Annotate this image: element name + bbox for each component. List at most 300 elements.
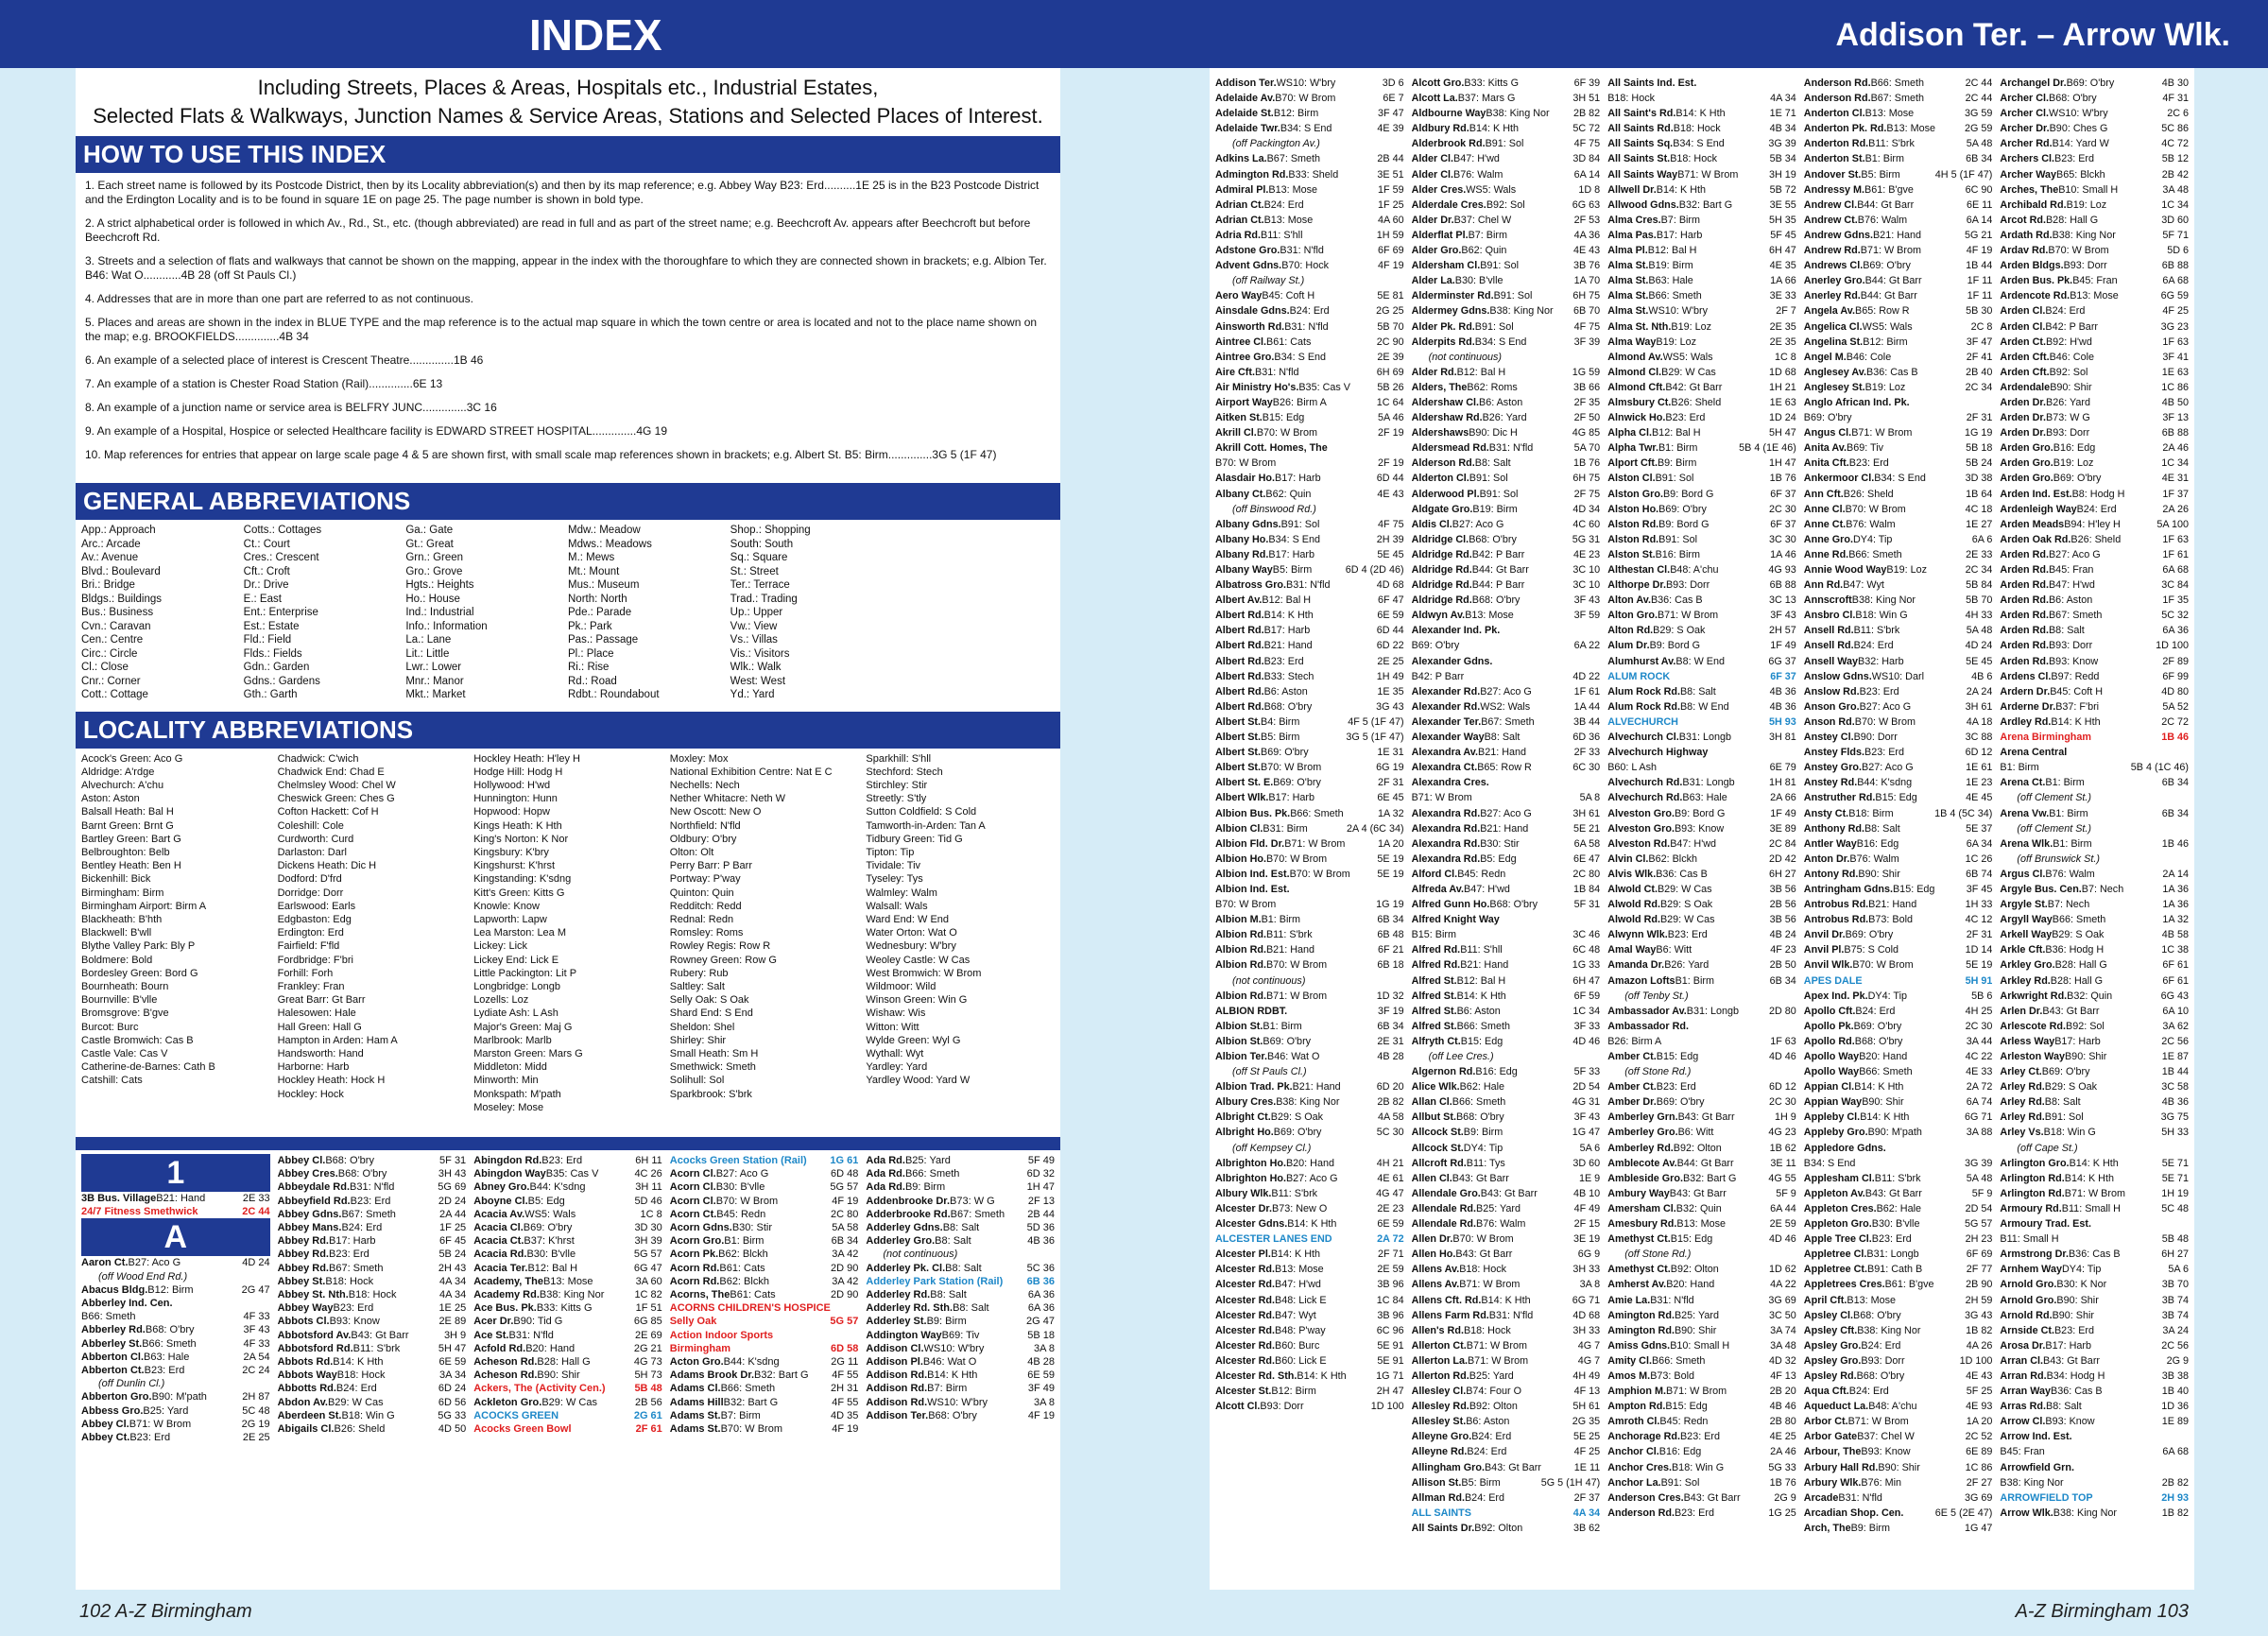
entry-map-ref: 3B 70 — [2161, 1279, 2189, 1291]
entry-locality: B8: W End — [1679, 700, 1729, 713]
index-entry — [1607, 1490, 1796, 1506]
index-entry — [1804, 121, 1993, 136]
entry-name: Abbey Rd. — [277, 1262, 329, 1274]
index-entry — [1607, 1049, 1796, 1064]
entry-map-ref: 5G 57 — [1964, 1218, 1993, 1231]
entry-name: Anton Dr. — [1803, 852, 1850, 865]
entry-name: Anstey Gro. — [1803, 762, 1862, 774]
entry-map-ref: 6F 61 — [2162, 974, 2189, 987]
index-entry — [1412, 319, 1601, 335]
locality-item: Stirchley: Stir — [866, 779, 928, 791]
entry-map-ref: 2B 50 — [1769, 959, 1796, 972]
index-entry — [2000, 1277, 2189, 1292]
locality-item: Northfield: N'fld — [669, 819, 741, 832]
entry-map-ref: 6B 34 — [2161, 777, 2189, 789]
entry-locality: B30: B'vlle — [526, 1249, 576, 1261]
howto-item: 4. Addresses that are in more than one part are referred to as not continuous. — [85, 292, 473, 305]
entry-name: Alma St. — [1607, 260, 1649, 272]
entry-map-ref: 2F 31 — [1966, 412, 1993, 424]
entry-locality: B46: Wat O — [922, 1356, 977, 1369]
entry-locality: B91: Sol — [1655, 473, 1694, 485]
locality-item: Kitt's Green: Kitts G — [473, 887, 565, 899]
entry-locality: B15: Edg — [1892, 883, 1935, 895]
index-entry — [1804, 213, 1993, 228]
entry-name: Amberley Gro. — [1607, 1127, 1678, 1139]
index-entry — [1607, 502, 1796, 517]
entry-name: Alfred Gunn Ho. — [1411, 899, 1490, 911]
locality-item: Castle Vale: Cas V — [81, 1047, 168, 1059]
entry-name: Argus Cl. — [2000, 868, 2046, 880]
entry-name: Amazon Lofts — [1607, 974, 1675, 987]
entry-locality: B43: Gt Barr — [2043, 1354, 2101, 1367]
entry-name: Allwell Dr. — [1607, 183, 1657, 196]
entry-locality: B66: Smeth — [1648, 290, 1702, 302]
index-entry — [1412, 562, 1601, 577]
index-entry — [1412, 487, 1601, 502]
entry-locality: B27: Aco G — [1480, 807, 1532, 819]
entry-locality: B91: Sol — [1469, 473, 1508, 485]
entry-map-ref: 5A 100 — [2156, 518, 2189, 530]
entry-map-ref: 3G 23 — [2160, 320, 2189, 333]
index-column — [2000, 76, 2189, 1536]
entry-map-ref: 6E 47 — [1572, 852, 1601, 865]
entry-locality: B43: Gt Barr — [1669, 1187, 1727, 1199]
index-entry — [1607, 471, 1796, 486]
entry-map-ref: 2B 82 — [1572, 108, 1601, 120]
locality-item: Acock's Green: Aco G — [81, 752, 183, 765]
index-entry — [2000, 1064, 2189, 1079]
entry-locality: B73: New O — [1272, 1202, 1328, 1214]
entry-name: Aitken St. — [1215, 412, 1263, 424]
abbr-item: Mnr.: Manor — [405, 675, 464, 687]
locality-item: Coleshill: Cole — [277, 819, 344, 832]
entry-name: Abbey Gdns. — [277, 1208, 342, 1220]
entry-locality: B70: W Brom — [1215, 899, 1277, 911]
entry-name: Adams St. — [669, 1409, 721, 1421]
entry-locality: B67: Smeth — [329, 1262, 384, 1274]
entry-name: Addison Rd. — [866, 1383, 928, 1395]
locality-item: Wylde Green: Wyl G — [866, 1034, 961, 1046]
entry-locality: B61: Cats — [719, 1262, 765, 1274]
entry-name: Acacia Rd. — [473, 1249, 527, 1261]
index-entry — [81, 1418, 270, 1431]
entry-name: Abdon Av. — [277, 1396, 328, 1408]
entry-name: Allen Dr. — [1411, 1233, 1453, 1246]
index-entry — [1804, 380, 1993, 395]
entry-map-ref: 6B 34 — [1769, 974, 1796, 987]
entry-name: Apsley Rd. — [1803, 1369, 1857, 1382]
entry-locality: B37: Mars G — [1457, 93, 1516, 105]
entry-name: Aintree Gro. — [1215, 351, 1275, 363]
entry-name: Archer Cl. — [2000, 108, 2049, 120]
entry-map-ref: 4D 46 — [1768, 1051, 1796, 1062]
index-entry — [1215, 288, 1404, 303]
entry-name: Albert Rd. — [1215, 625, 1264, 637]
entry-name: Academy, The — [473, 1275, 543, 1287]
entry-locality: B92: Olton — [1670, 1264, 1719, 1276]
entry-locality: B19: Loz — [1656, 336, 1697, 348]
index-entry — [1412, 790, 1601, 805]
entry-map-ref: 4E 43 — [1572, 245, 1601, 257]
index-entry — [1607, 1369, 1796, 1384]
entry-locality: B38: King Nor — [539, 1289, 605, 1301]
entry-locality — [558, 1409, 634, 1422]
entry-name: Anslow Gdns. — [1803, 670, 1872, 682]
entry-locality: B38: King Nor — [2052, 229, 2116, 241]
index-entry — [1215, 1110, 1404, 1125]
index-entry — [1412, 425, 1601, 440]
entry-name: Aero Way — [1215, 290, 1263, 302]
entry-map-ref: 2F 89 — [2162, 655, 2189, 667]
entry-map-ref: 3H 11 — [635, 1181, 662, 1194]
general-abbreviations — [76, 520, 1060, 706]
entry-name: Alcester Rd. — [1215, 1279, 1276, 1291]
index-column — [278, 1154, 467, 1444]
entry-map-ref: 2D 90 — [831, 1289, 859, 1301]
entry-locality: B33: Kitts G — [536, 1302, 593, 1315]
entry-locality: B29: W Cas — [1659, 914, 1715, 926]
entry-name: Alvin Cl. — [1607, 852, 1649, 865]
entry-map-ref: 1D 62 — [1768, 1264, 1796, 1276]
entry-name: Abbey St. — [277, 1275, 326, 1287]
entry-locality: B45: Fran — [2072, 275, 2118, 287]
entry-name: Appleby Gro. — [1803, 1127, 1868, 1139]
abbr-item: Mkt.: Market — [405, 689, 466, 700]
entry-map-ref: 1E 63 — [1769, 396, 1796, 408]
entry-map-ref: 4B 34 — [1769, 123, 1796, 135]
index-entry — [2000, 1125, 2189, 1140]
entry-locality: B36: Cas B — [1650, 594, 1703, 607]
entry-map-ref: 1E 61 — [1966, 762, 1993, 774]
entry-name: Alveston Gro. — [1607, 822, 1675, 835]
index-entry — [670, 1409, 859, 1422]
entry-name: Albert St. — [1215, 732, 1261, 744]
entry-locality: B24: Erd — [1289, 305, 1330, 318]
abbr-item: South: South — [730, 538, 794, 550]
abbr-column — [405, 524, 568, 702]
entry-locality: B70: Hock — [1281, 260, 1329, 272]
index-entry — [1215, 243, 1404, 258]
abbr-item: Bri.: Bridge — [81, 579, 135, 591]
index-entry — [473, 1221, 662, 1234]
entry-map-ref: 5B 48 — [634, 1383, 662, 1395]
index-entry — [1412, 532, 1601, 547]
entry-name: Andrew Rd. — [1803, 245, 1861, 257]
entry-map-ref: 5E 21 — [1572, 822, 1601, 835]
locality-item: Wythall: Wyt — [866, 1047, 924, 1059]
index-entry — [1804, 1353, 1993, 1369]
index-entry — [1412, 471, 1601, 486]
index-entry — [1215, 562, 1404, 577]
entry-map-ref: 5F 33 — [1573, 1066, 1601, 1078]
entry-name: Addison Ter. — [1215, 77, 1277, 89]
locality-item: Hockley Heath: Hock H — [277, 1075, 386, 1087]
entry-name: Albion Trad. Pk. — [1215, 1081, 1293, 1094]
entry-locality: B12: Bal H — [527, 1262, 578, 1274]
index-entry — [1412, 608, 1601, 623]
entry-name: Ainsworth Rd. — [1215, 320, 1285, 333]
entry-locality: B26: Yard — [1664, 959, 1710, 972]
entry-map-ref: 1C 26 — [1965, 852, 1993, 865]
index-entry — [1607, 106, 1796, 121]
index-entry — [1804, 806, 1993, 821]
index-entry — [1804, 532, 1993, 547]
entry-name: Abbess Gro. — [81, 1404, 144, 1417]
entry-name: Alder Rd. — [1411, 366, 1457, 378]
entry-locality: B31: Longb — [1866, 1249, 1919, 1261]
entry-map-ref: 5A 52 — [2162, 700, 2189, 713]
index-entry — [670, 1329, 859, 1342]
entry-map-ref: 3F 13 — [2162, 412, 2189, 424]
index-entry — [1804, 487, 1993, 502]
abbr-item: Mt.: Mount — [568, 565, 620, 577]
locality-item: Ward End: W End — [866, 913, 950, 925]
entry-map-ref: 5E 45 — [1377, 548, 1404, 560]
entry-name: Archer Cl. — [2000, 93, 2049, 105]
index-entry — [278, 1369, 467, 1382]
index-entry — [2000, 303, 2189, 319]
entry-map-ref: 5F 49 — [1027, 1154, 1055, 1166]
index-entry — [1215, 623, 1404, 638]
entry-name: Arches, The — [2000, 183, 2059, 196]
entry-map-ref: 2G 47 — [241, 1283, 270, 1296]
entry-locality: B71: W Brom — [1847, 1416, 1909, 1428]
entry-locality: B90: M'path — [1867, 1127, 1922, 1139]
abbr-item: North: North — [568, 593, 627, 605]
entry-name: All Saints Way — [1607, 168, 1678, 181]
entry-name: Arbour, The — [1803, 1446, 1862, 1458]
entry-locality — [2091, 1216, 2189, 1231]
entry-locality: B43: Gt Barr — [351, 1329, 409, 1341]
entry-locality: Birmingham — [669, 1342, 730, 1354]
entry-name: Apollo Cft. — [1803, 1005, 1856, 1017]
entry-map-ref: 4D 35 — [831, 1409, 859, 1421]
entry-map-ref: 4G 31 — [1572, 1096, 1601, 1109]
entry-map-ref: 6B 18 — [1377, 959, 1404, 972]
entry-map-ref: 5B 24 — [438, 1249, 467, 1261]
entry-locality: B68: O'bry — [145, 1324, 195, 1336]
entry-map-ref: 4C 22 — [1965, 1051, 1993, 1062]
entry-name: All Saints Rd. — [1607, 123, 1674, 135]
entry-locality: B12: Bal H — [1647, 245, 1697, 257]
entry-map-ref: 4D 22 — [1572, 670, 1601, 682]
entry-locality: B15: Edg — [1665, 1401, 1708, 1413]
entry-map-ref: 6F 37 — [1770, 488, 1796, 500]
index-entry — [2000, 623, 2189, 638]
entry-locality: B1: Birm — [1675, 974, 1714, 987]
entry-map-ref: 4B 50 — [2161, 396, 2189, 408]
entry-name: Archer Way — [2000, 168, 2056, 181]
index-entry — [278, 1301, 467, 1315]
entry-locality: B32: Bart G — [1682, 1172, 1737, 1184]
entry-locality: B29: S Oak — [1653, 625, 1706, 637]
entry-name: Alderton Cl. — [1411, 473, 1469, 485]
index-entry — [1215, 1308, 1404, 1323]
abbr-item: Vs.: Villas — [730, 634, 778, 646]
index-entry — [1804, 547, 1993, 562]
entry-map-ref: 4A 22 — [1770, 1279, 1796, 1291]
entry-locality: B27: Aco G — [1480, 685, 1532, 697]
entry-name: Adderley St. — [866, 1316, 927, 1328]
entry-name: Aaron Ct. — [81, 1257, 129, 1269]
locality-item: Hunnington: Hunn — [473, 793, 558, 805]
index-entry — [1215, 487, 1404, 502]
entry-locality: B26: Sheld — [2070, 533, 2122, 545]
entry-locality: B37: K'hrst — [524, 1235, 575, 1248]
locality-item: Nether Whitacre: Neth W — [669, 793, 786, 805]
entry-map-ref: 3F 43 — [1770, 610, 1796, 622]
entry-locality: B68: O'bry — [1856, 1369, 1905, 1382]
index-entry — [866, 1288, 1055, 1301]
entry-map-ref: 2D 90 — [831, 1262, 859, 1274]
entry-locality: B19: Birm — [1472, 503, 1518, 515]
entry-locality: B31: Longb — [1678, 732, 1732, 744]
index-entry — [1412, 623, 1601, 638]
entry-map-ref: 3G 69 — [1964, 1491, 1993, 1504]
entry-locality: B74: Four O — [1466, 1386, 1522, 1398]
entry-locality: B91: Sol — [1280, 518, 1320, 530]
entry-name: Aldridge Rd. — [1411, 564, 1472, 576]
entry-locality: B27: Aco G — [2048, 548, 2101, 560]
entry-locality: B29: W Cas — [1661, 366, 1716, 378]
entry-locality: B5: Birm — [1861, 168, 1900, 181]
entry-map-ref: 4B 36 — [1769, 700, 1796, 713]
entry-name: Ansty Ct. — [1803, 807, 1849, 819]
index-entry — [81, 1351, 270, 1364]
entry-map-ref: 4B 28 — [1027, 1356, 1055, 1369]
entry-locality — [1689, 1019, 1796, 1034]
entry-locality: B70: W Brom — [1261, 762, 1322, 774]
index-entry — [1412, 942, 1601, 957]
entry-name: Arlington Rd. — [2000, 1187, 2065, 1199]
entry-locality: B17: Harb — [1263, 625, 1311, 637]
entry-map-ref: 4E 39 — [1377, 123, 1404, 135]
entry-map-ref: 4F 33 — [243, 1311, 270, 1323]
entry-locality: B69: O'bry — [1863, 260, 1911, 272]
entry-map-ref: 2F 50 — [1573, 412, 1601, 424]
entry-map-ref: 6A 14 — [1573, 168, 1601, 181]
entry-name: Anglo African Ind. Pk. — [1803, 396, 1910, 408]
entry-map-ref: 6A 68 — [2162, 564, 2189, 576]
index-entry — [1607, 1216, 1796, 1231]
entry-name: Alma St. Nth. — [1607, 320, 1672, 333]
entry-locality: B23: Erd — [2054, 153, 2095, 165]
entry-name: Adstone Gro. — [1215, 245, 1280, 257]
index-start-bar — [76, 1137, 1060, 1150]
abbr-column — [568, 524, 730, 702]
entry-locality: B7: Birm — [1468, 229, 1507, 241]
locality-item: Hampton in Arden: Ham A — [277, 1034, 398, 1046]
entry-name: Arden Meads — [2000, 518, 2065, 530]
index-entry — [2000, 1216, 2189, 1231]
index-entry — [1607, 151, 1796, 166]
index-entry — [81, 1256, 270, 1269]
entry-map-ref: 3A 74 — [1770, 1324, 1796, 1336]
entry-map-ref: 1C 34 — [2161, 198, 2189, 211]
index-entry — [1607, 942, 1796, 957]
entry-map-ref: 4F 5 (1F 47) — [1348, 715, 1404, 728]
entry-name: Althorpe Dr. — [1607, 579, 1666, 592]
index-entry — [1804, 1429, 1993, 1444]
entry-name: Archers Cl. — [2000, 153, 2054, 165]
entry-map-ref: 5D 46 — [634, 1195, 662, 1207]
entry-name: Anderson Cres. — [1607, 1491, 1684, 1504]
entry-name: Alder Pk. Rd. — [1411, 320, 1475, 333]
entry-locality: B16: Edg — [1856, 837, 1899, 850]
index-entry — [1215, 1201, 1404, 1216]
index-entry — [473, 1355, 662, 1369]
entry-locality: B8: Salt — [935, 1235, 971, 1248]
abbr-item: Ter.: Terrace — [730, 579, 790, 591]
entry-name: Alexandra Av. — [1411, 747, 1478, 759]
index-entry — [1607, 715, 1796, 730]
index-entry — [1215, 1079, 1404, 1094]
index-entry — [1804, 1414, 1993, 1429]
entry-name: Alma Cres. — [1607, 214, 1661, 226]
index-entry — [1412, 547, 1601, 562]
entry-name: Alma St. — [1607, 305, 1649, 318]
index-entry — [1804, 623, 1993, 638]
entry-map-ref: 4G 93 — [1768, 564, 1796, 576]
entry-map-ref: 2C 30 — [1965, 1020, 1993, 1032]
entry-map-ref: 2B 40 — [1966, 366, 1993, 378]
entry-locality: B28: Hall G — [537, 1356, 591, 1369]
entry-locality: B29: W Cas — [541, 1396, 597, 1408]
index-entry — [1804, 1156, 1993, 1171]
locality-item: Sutton Coldfield: S Cold — [866, 806, 977, 818]
entry-map-ref: 3F 59 — [1573, 610, 1601, 622]
entry-map-ref: 4E 33 — [1966, 1066, 1993, 1078]
entry-map-ref: 1A 32 — [2162, 914, 2189, 926]
index-entry — [2000, 1094, 2189, 1110]
abbr-item: Trad.: Trading — [730, 593, 798, 605]
entry-name: Arkle Cft. — [2000, 944, 2046, 956]
entry-locality: B11: S'brk — [1853, 625, 1900, 637]
index-entry — [670, 1355, 859, 1369]
entry-map-ref: 2B 82 — [1377, 1096, 1404, 1109]
entry-locality: B43: Gt Barr — [1864, 1187, 1922, 1199]
entry-name: Arras Rd. — [2000, 1401, 2046, 1413]
index-entry — [1412, 775, 1601, 790]
index-entry — [2000, 1323, 2189, 1338]
entry-map-ref: 1G 47 — [1964, 1522, 1993, 1534]
locality-item: Streetly: S'tly — [866, 793, 927, 805]
index-entry — [1215, 425, 1404, 440]
entry-locality: B1: Birm — [724, 1235, 765, 1248]
entry-name: Algernon Rd. — [1411, 1066, 1476, 1078]
index-entry — [1412, 1231, 1601, 1247]
index-entry — [1215, 547, 1404, 562]
index-entry — [81, 1337, 270, 1351]
index-entry — [866, 1342, 1055, 1355]
index-entry — [1215, 730, 1404, 745]
entry-map-ref: 1D 100 — [2156, 640, 2189, 652]
index-entry — [1215, 228, 1404, 243]
entry-name: APES DALE — [1803, 974, 1863, 987]
index-entry — [1412, 1399, 1601, 1414]
entry-map-ref: 6G 43 — [2160, 990, 2189, 1002]
entry-name: Arkley Rd. — [2000, 974, 2051, 987]
entry-name: Althestan Cl. — [1607, 564, 1671, 576]
locality-item: Forhill: Forh — [277, 967, 334, 979]
entry-locality: B12: Birm — [1273, 108, 1319, 120]
entry-map-ref: 2B 56 — [635, 1396, 662, 1408]
index-entry — [2000, 76, 2189, 91]
entry-locality: B31: Longb — [1682, 777, 1735, 789]
entry-map-ref: 6F 21 — [1377, 944, 1404, 956]
abbr-item: Ind.: Industrial — [405, 607, 474, 618]
entry-map-ref: 1A 70 — [1573, 275, 1601, 287]
